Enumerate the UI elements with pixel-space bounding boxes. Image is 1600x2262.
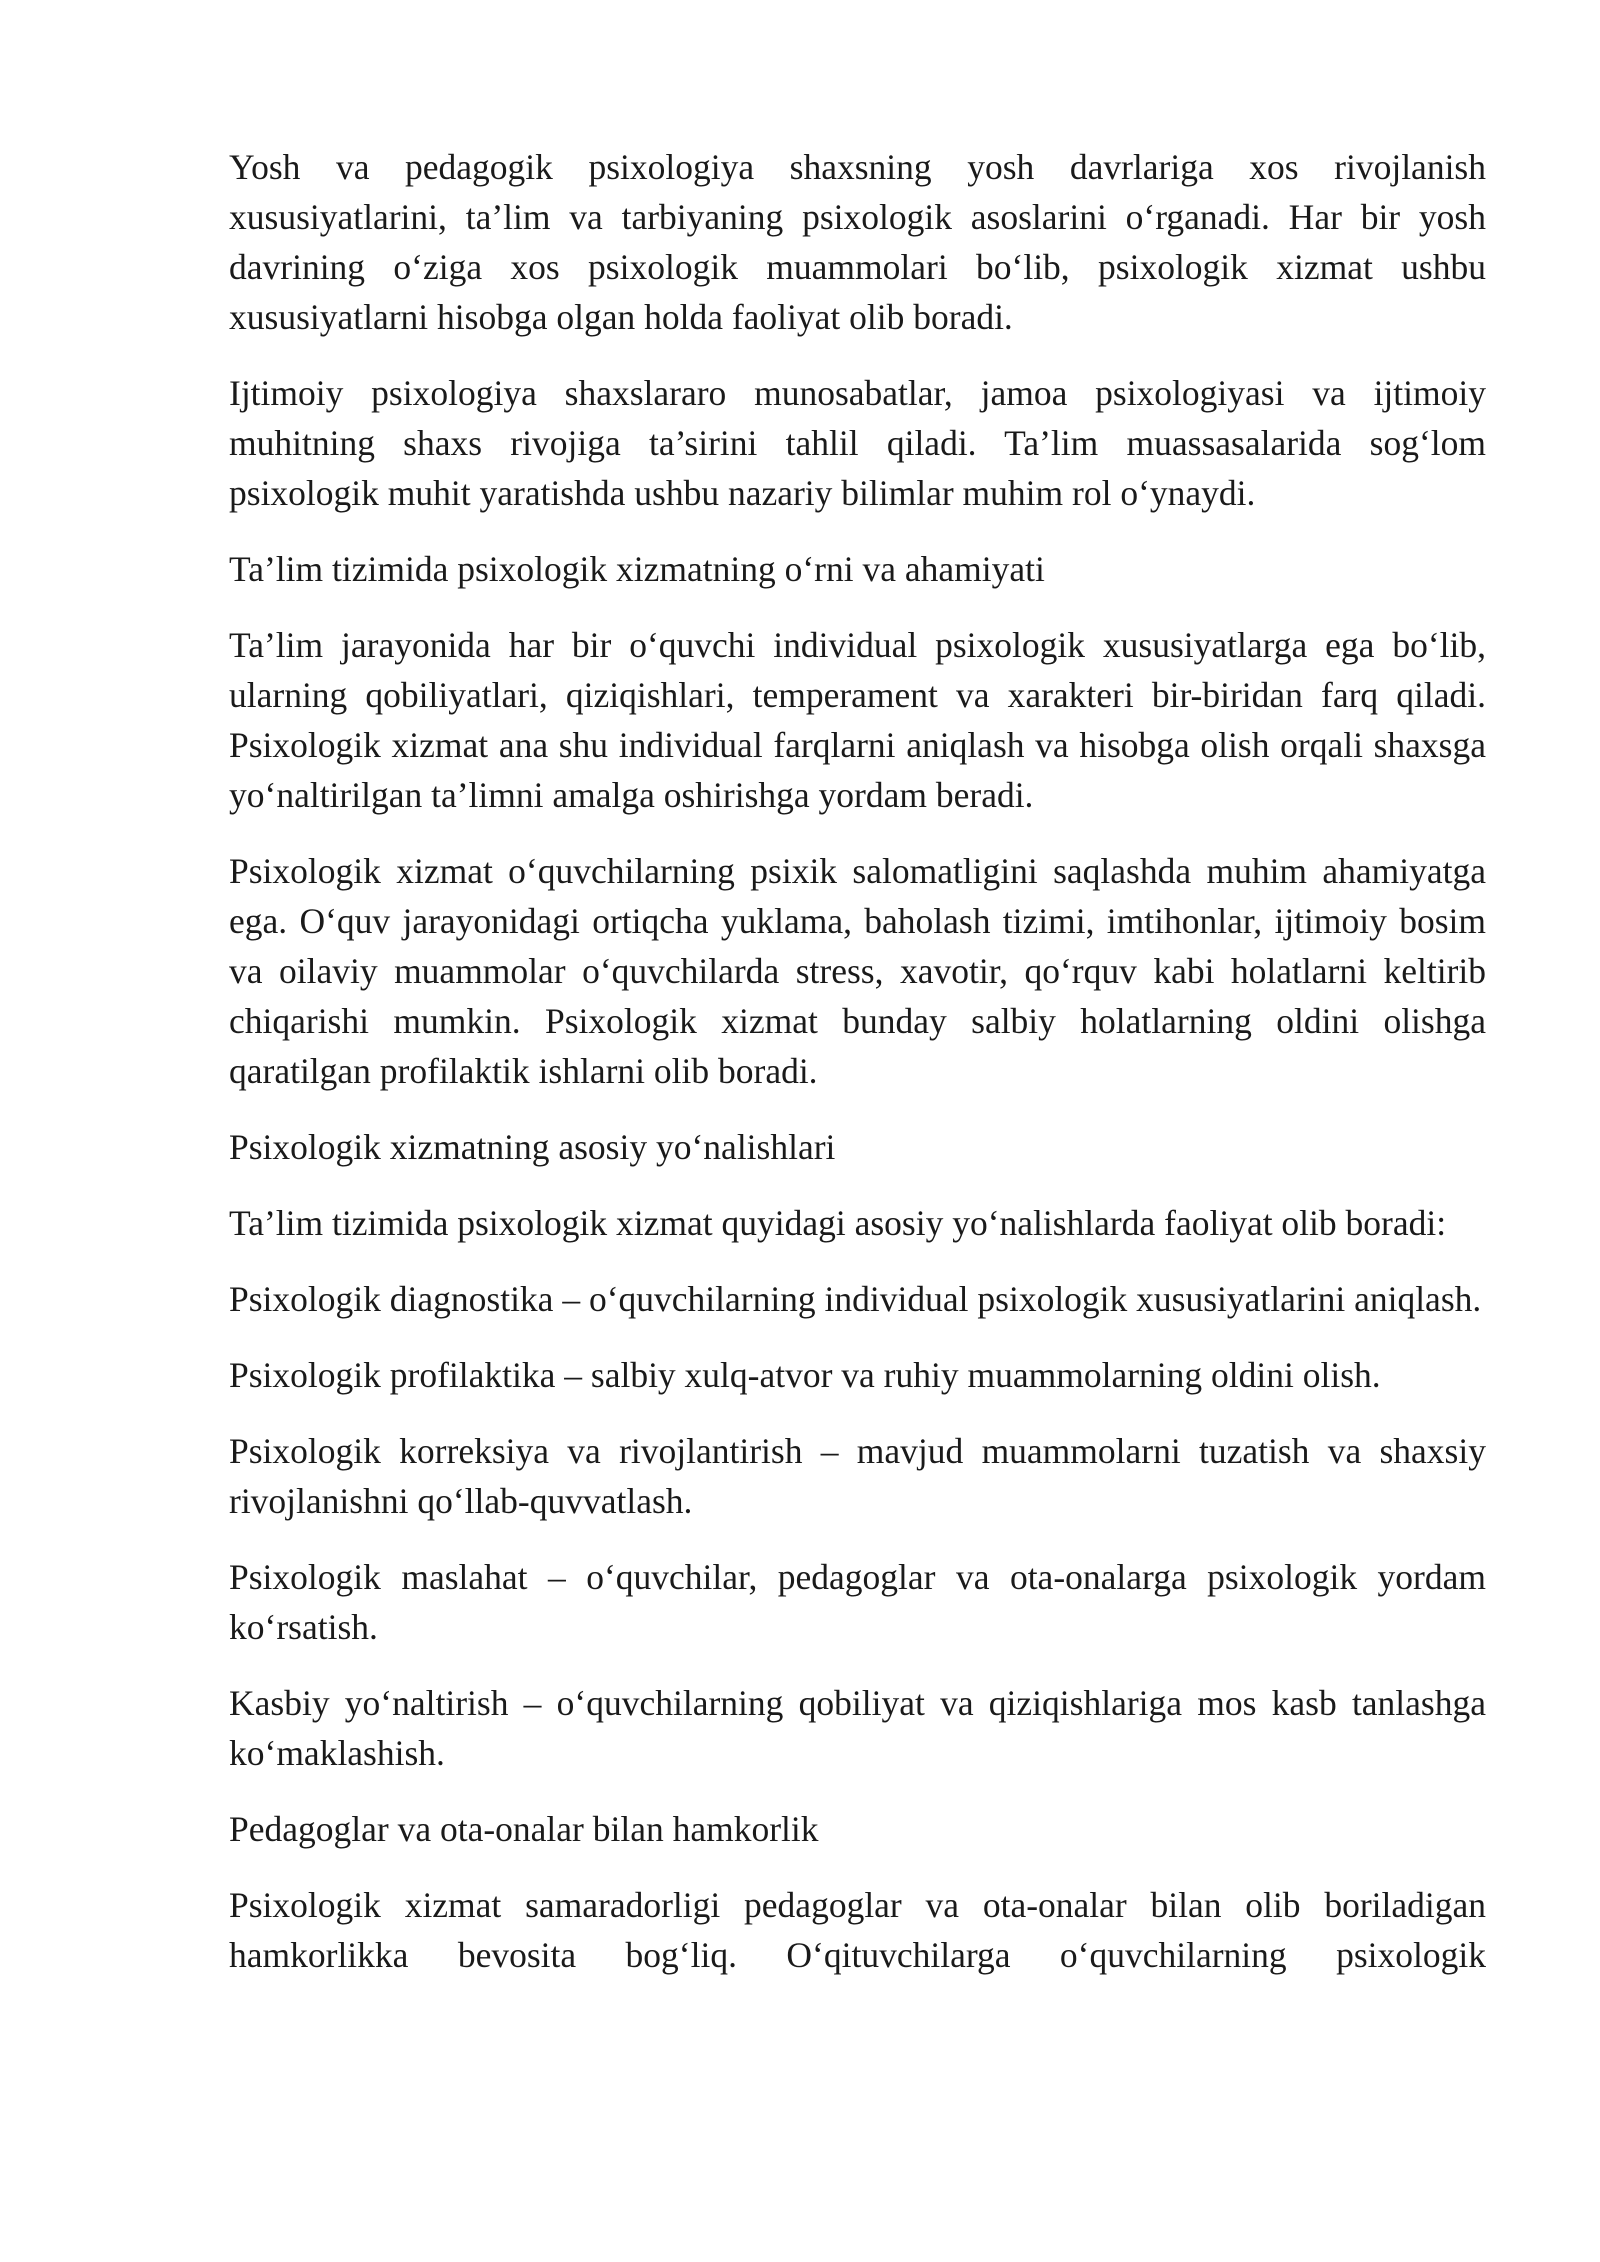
paragraph-age-pedagogical-psychology: Yosh va pedagogik psixologiya shaxsning yosh davrlariga xos rivojlanish xususiyatlarini, ta’lim va tarbiyaning psixologik asoslarini o‘rganadi. Har bir yosh davrining o‘ziga xos psixologik muammolari bo‘lib, psixologik xizmat ushbu xususiyatlarni hisobga olgan holda faoliyat olib boradi. (229, 147, 1486, 337)
paragraph-social-psychology: Ijtimoiy psixologiya shaxslararo munosabatlar, jamoa psixologiyasi va ijtimoiy muhitning shaxs rivojiga ta’sirini tahlil qiladi. Ta’lim muassasalarida sog‘lom psixologik muhit yaratishda ushbu nazariy bilimlar muhim rol o‘ynaydi. (229, 373, 1486, 513)
paragraph-mental-health: Psixologik xizmat o‘quvchilarning psixik salomatligini saqlashda muhim ahamiyatga ega. O‘quv jarayonidagi ortiqcha yuklama, baholash tizimi, imtihonlar, ijtimoiy bosim va oilaviy muammolar o‘quvchilarda stress, xavotir, qo‘rquv kabi holatlarni keltirib chiqarishi mumkin. Psixologik xizmat bunday salbiy holatlarning oldini olishga qaratilgan profilaktik ishlarni olib boradi. (229, 851, 1486, 1091)
paragraph-directions-intro: Ta’lim tizimida psixologik xizmat quyidagi asosiy yo‘nalishlarda faoliyat olib boradi: (229, 1203, 1447, 1243)
document-page (229, 142, 1486, 2006)
paragraph-diagnostics: Psixologik diagnostika – o‘quvchilarning individual psixologik xususiyatlarini aniqlash. (229, 1279, 1482, 1319)
paragraph-prevention: Psixologik profilaktika – salbiy xulq-atvor va ruhiy muammolarning oldini olish. (229, 1355, 1381, 1395)
paragraph-correction: Psixologik korreksiya va rivojlantirish – mavjud muammolarni tuzatish va shaxsiy rivojlanishni qo‘llab-quvvatlash. (229, 1431, 1486, 1521)
paragraph-career-guidance: Kasbiy yo‘naltirish – o‘quvchilarning qobiliyat va qiziqishlariga mos kasb tanlashga ko‘maklashish. (229, 1683, 1486, 1773)
paragraph-individual-differences: Ta’lim jarayonida har bir o‘quvchi individual psixologik xususiyatlarga ega bo‘lib, ularning qobiliyatlari, qiziqishlari, temperament va xarakteri bir-biridan farq qiladi. Psixologik xizmat ana shu individual farqlarni aniqlash va hisobga olish orqali shaxsga yo‘naltirilgan ta’limni amalga oshirishga yordam beradi. (229, 625, 1486, 815)
paragraph-cooperation: Psixologik xizmat samaradorligi pedagoglar va ota-onalar bilan olib boriladigan hamkorlikka bevosita bog‘liq. O‘qituvchilarga o‘quvchilarning psixologik (229, 1885, 1486, 1975)
heading-cooperation: Pedagoglar va ota-onalar bilan hamkorlik (229, 1809, 819, 1849)
heading-main-directions: Psixologik xizmatning asosiy yo‘nalishlari (229, 1127, 836, 1167)
heading-role-of-psychological-service: Ta’lim tizimida psixologik xizmatning o‘rni va ahamiyati (229, 549, 1045, 589)
paragraph-counseling: Psixologik maslahat – o‘quvchilar, pedagoglar va ota-onalarga psixologik yordam ko‘rsatish. (229, 1557, 1486, 1647)
